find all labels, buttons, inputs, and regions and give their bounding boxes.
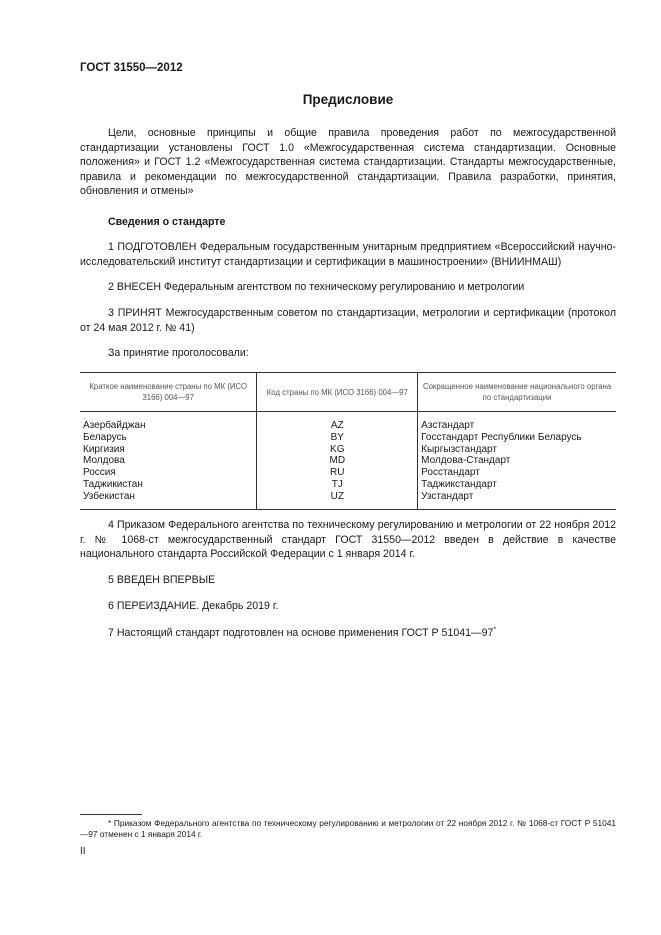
standards-body: Кыргызстандарт [418, 444, 616, 456]
voted-label: За принятие проголосовали: [108, 347, 249, 359]
voting-table [80, 372, 616, 510]
table-header-code: Код страны по МК (ИСО 3166) 004—97 [257, 373, 418, 412]
page-number: II [80, 846, 86, 857]
table-header-body: Сокращенное наименование национального органа по стандартизации [418, 373, 616, 412]
country-code: UZ [257, 491, 418, 509]
table-row [80, 432, 616, 444]
table-row [80, 479, 616, 491]
country-name: Россия [80, 467, 257, 479]
item-4-order: 4 Приказом Федерального агентства по техническому регулированию и метрологии от 22 ноября 2012 г. № 1068-ст межгосударственный стандарт ГОСТ 31550—2012 введен в действие в качестве национального стандарта Российской Федерации с 1 января 2014 г. [80, 519, 616, 561]
country-code: KG [257, 444, 418, 456]
standards-body: Молдова-Стандарт [418, 455, 616, 467]
country-code: RU [257, 467, 418, 479]
table-row [80, 467, 616, 479]
country-code: TJ [257, 479, 418, 491]
country-name: Таджикистан [80, 479, 257, 491]
table-header-country: Краткое наименование страны по МК (ИСО 3166) 004—97 [80, 373, 257, 412]
country-name: Беларусь [80, 432, 257, 444]
item-6-reissue: 6 ПЕРЕИЗДАНИЕ. Декабрь 2019 г. [108, 600, 279, 612]
country-name: Узбекистан [80, 491, 257, 509]
country-code: AZ [257, 412, 418, 432]
table-row [80, 455, 616, 467]
table-header-row [80, 373, 616, 412]
item-7-text: 7 Настоящий стандарт подготовлен на основе применения ГОСТ Р 51041—97 [108, 627, 494, 639]
footnote-divider [80, 814, 142, 815]
standards-body: Узстандарт [418, 491, 616, 509]
intro-paragraph: Цели, основные принципы и общие правила проведения работ по межгосударственной стандартизации установлены ГОСТ 1.0 «Межгосударственная система стандартизации. Основные положения» и ГОСТ 1.2 «Межгосударственная система стандартизации. Стандарты межгосударственные, правила и рекомендации по межгосударственной стандартизации. Правила разработки, принятия, обновления и отмены» [80, 127, 616, 198]
table-row [80, 491, 616, 509]
standards-body: Таджикстандарт [418, 479, 616, 491]
item-2-submitted: 2 ВНЕСЕН Федеральным агентством по техническому регулированию и метрологии [108, 281, 525, 293]
country-code: MD [257, 455, 418, 467]
country-name: Азербайджан [80, 412, 257, 432]
country-code: BY [257, 432, 418, 444]
footnote-marker: * [493, 626, 497, 634]
footnote: * Приказом Федерального агентства по техническому регулированию и метрологии от 22 ноября 2012 г. № 1068-ст ГОСТ Р 51041—97 отменен с 1 января 2014 г. [80, 818, 616, 840]
standards-body: Росстандарт [418, 467, 616, 479]
country-name: Киргизия [80, 444, 257, 456]
item-7-basis [80, 626, 616, 641]
table-row [80, 412, 616, 432]
item-3-adopted: 3 ПРИНЯТ Межгосударственным советом по стандартизации, метрологии и сертификации (протокол от 24 мая 2012 г. № 41) [80, 307, 616, 334]
item-5-first-introduced: 5 ВВЕДЕН ВПЕРВЫЕ [108, 574, 216, 586]
table-row [80, 444, 616, 456]
item-1-prepared: 1 ПОДГОТОВЛЕН Федеральным государственным унитарным предприятием «Всероссийский научно-исследовательский институт стандартизации и сертификации в машиностроении» (ВНИИНМАШ) [80, 241, 616, 268]
standards-body: Госстандарт Республики Беларусь [418, 432, 616, 444]
page-title: Предисловие [302, 92, 394, 107]
standards-body: Азстандарт [418, 412, 616, 432]
document-code: ГОСТ 31550—2012 [80, 62, 183, 74]
section-subheading: Сведения о стандарте [108, 216, 226, 228]
country-name: Молдова [80, 455, 257, 467]
